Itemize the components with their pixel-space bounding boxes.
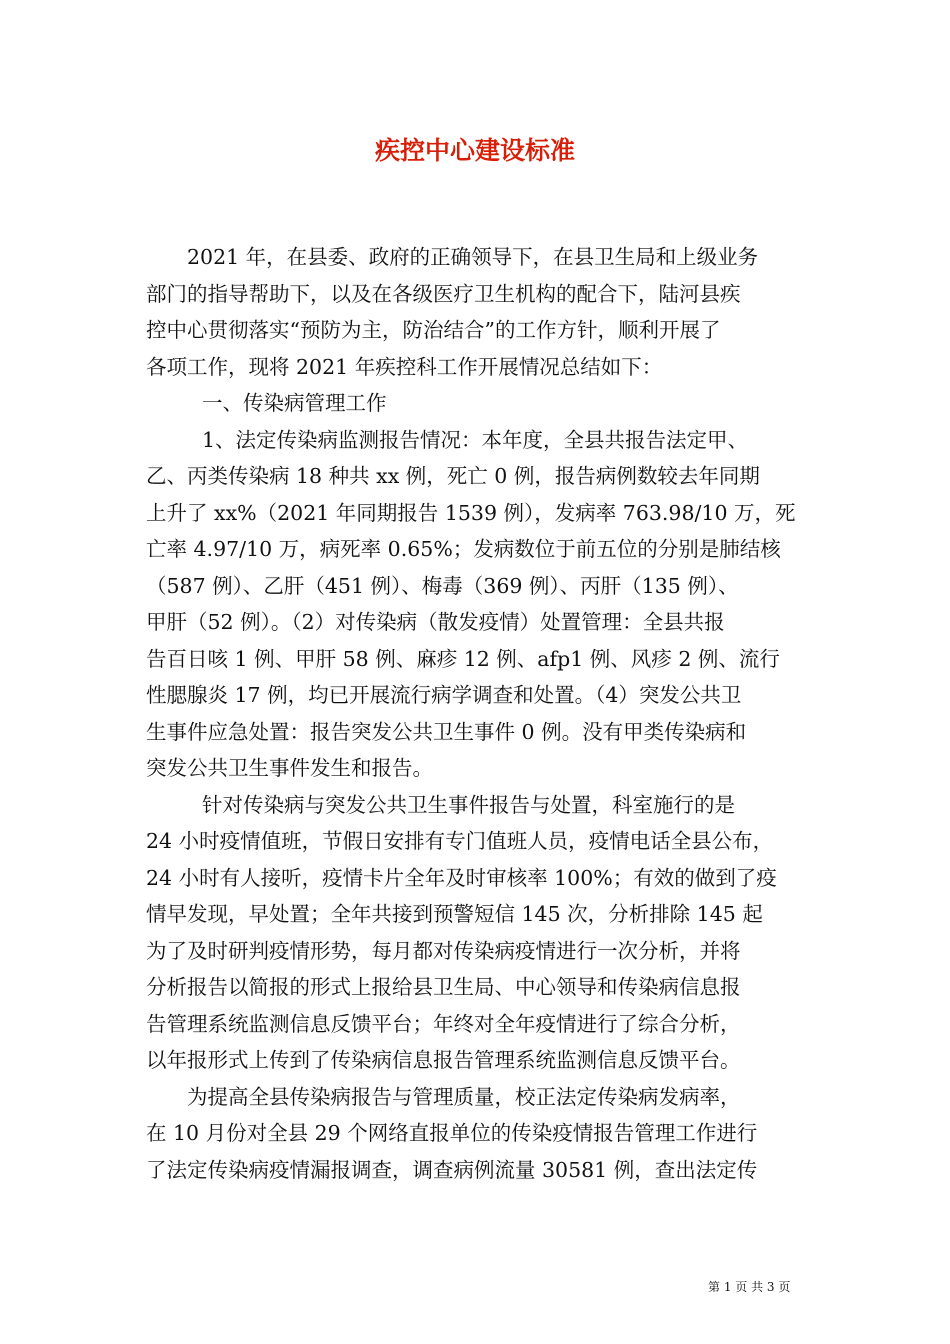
text-line: 24 小时有人接听，疫情卡片全年及时审核率 100%；有效的做到了疫 (146, 865, 777, 890)
text-line: 针对传染病与突发公共卫生事件报告与处置，科室施行的是 (202, 792, 735, 817)
document-body (146, 239, 810, 1188)
text-line: 以年报形式上传到了传染病信息报告管理系统监测信息反馈平台。 (146, 1048, 741, 1072)
text-line: 乙、丙类传染病 18 种共 xx 例，死亡 0 例，报告病例数较去年同期 (146, 464, 760, 488)
text-line: 告管理系统监测信息反馈平台；年终对全年疫情进行了综合分析， (146, 1011, 741, 1036)
text-line: 告百日咳 1 例、甲肝 58 例、麻疹 12 例、afp1 例、风疹 2 例、流行 (146, 646, 780, 671)
text-line: 2021 年，在县委、政府的正确领导下，在县卫生局和上级业务 (187, 245, 759, 269)
text-line: 情早发现，早处置；全年共接到预警短信 145 次，分析排除 145 起 (146, 902, 763, 926)
text-line: 为了及时研判疫情形势，每月都对传染病疫情进行一次分析，并将 (146, 938, 741, 963)
text-line: 控中心贯彻落实“预防为主，防治结合”的工作方针，顺利开展了 (146, 318, 721, 342)
text-line: 了法定传染病疫情漏报调查，调查病例流量 30581 例，查出法定传 (146, 1157, 758, 1182)
text-line: 在 10 月份对全县 29 个网络直报单位的传染疫情报告管理工作进行 (146, 1121, 758, 1145)
text-line: 亡率 4.97/10 万，病死率 0.65%；发病数位于前五位的分别是肺结核 (146, 537, 781, 561)
text-line: 1、法定传染病监测报告情况：本年度，全县共报告法定甲、 (202, 427, 749, 452)
text-line: 部门的指导帮助下，以及在各级医疗卫生机构的配合下，陆河县疾 (146, 281, 741, 306)
paragraph-intro (146, 239, 810, 385)
text-line: 性腮腺炎 17 例，均已开展流行病学调查和处置。（4）突发公共卫 (146, 683, 742, 707)
text-line: 一、传染病管理工作 (202, 391, 387, 415)
text-line: （587 例）、乙肝（451 例）、梅毒（369 例）、丙肝（135 例）、 (146, 573, 739, 598)
paragraph-duty (146, 787, 810, 1079)
text-line: 生事件应急处置：报告突发公共卫生事件 0 例。没有甲类传染病和 (146, 719, 747, 744)
section-heading (146, 385, 810, 422)
text-line: 突发公共卫生事件发生和报告。 (146, 756, 433, 780)
paragraph-quality (146, 1079, 810, 1189)
paragraph-surveillance (146, 422, 810, 787)
text-line: 24 小时疫情值班，节假日安排有专门值班人员，疫情电话全县公布， (146, 829, 774, 853)
text-line: 甲肝（52 例）。（2）对传染病（散发疫情）处置管理：全县共报 (146, 610, 725, 634)
text-line: 为提高全县传染病报告与管理质量，校正法定传染病发病率， (187, 1084, 741, 1109)
text-line: 各项工作，现将 2021 年疾控科工作开展情况总结如下： (146, 354, 663, 379)
page-number: 第 1 页 共 3 页 (708, 1280, 791, 1294)
text-line: 分析报告以简报的形式上报给县卫生局、中心领导和传染病信息报 (146, 975, 741, 999)
page-title: 疾控中心建设标准 (374, 136, 575, 165)
text-line: 上升了 xx%（2021 年同期报告 1539 例），发病率 763.98/10 万，死 (146, 500, 796, 525)
